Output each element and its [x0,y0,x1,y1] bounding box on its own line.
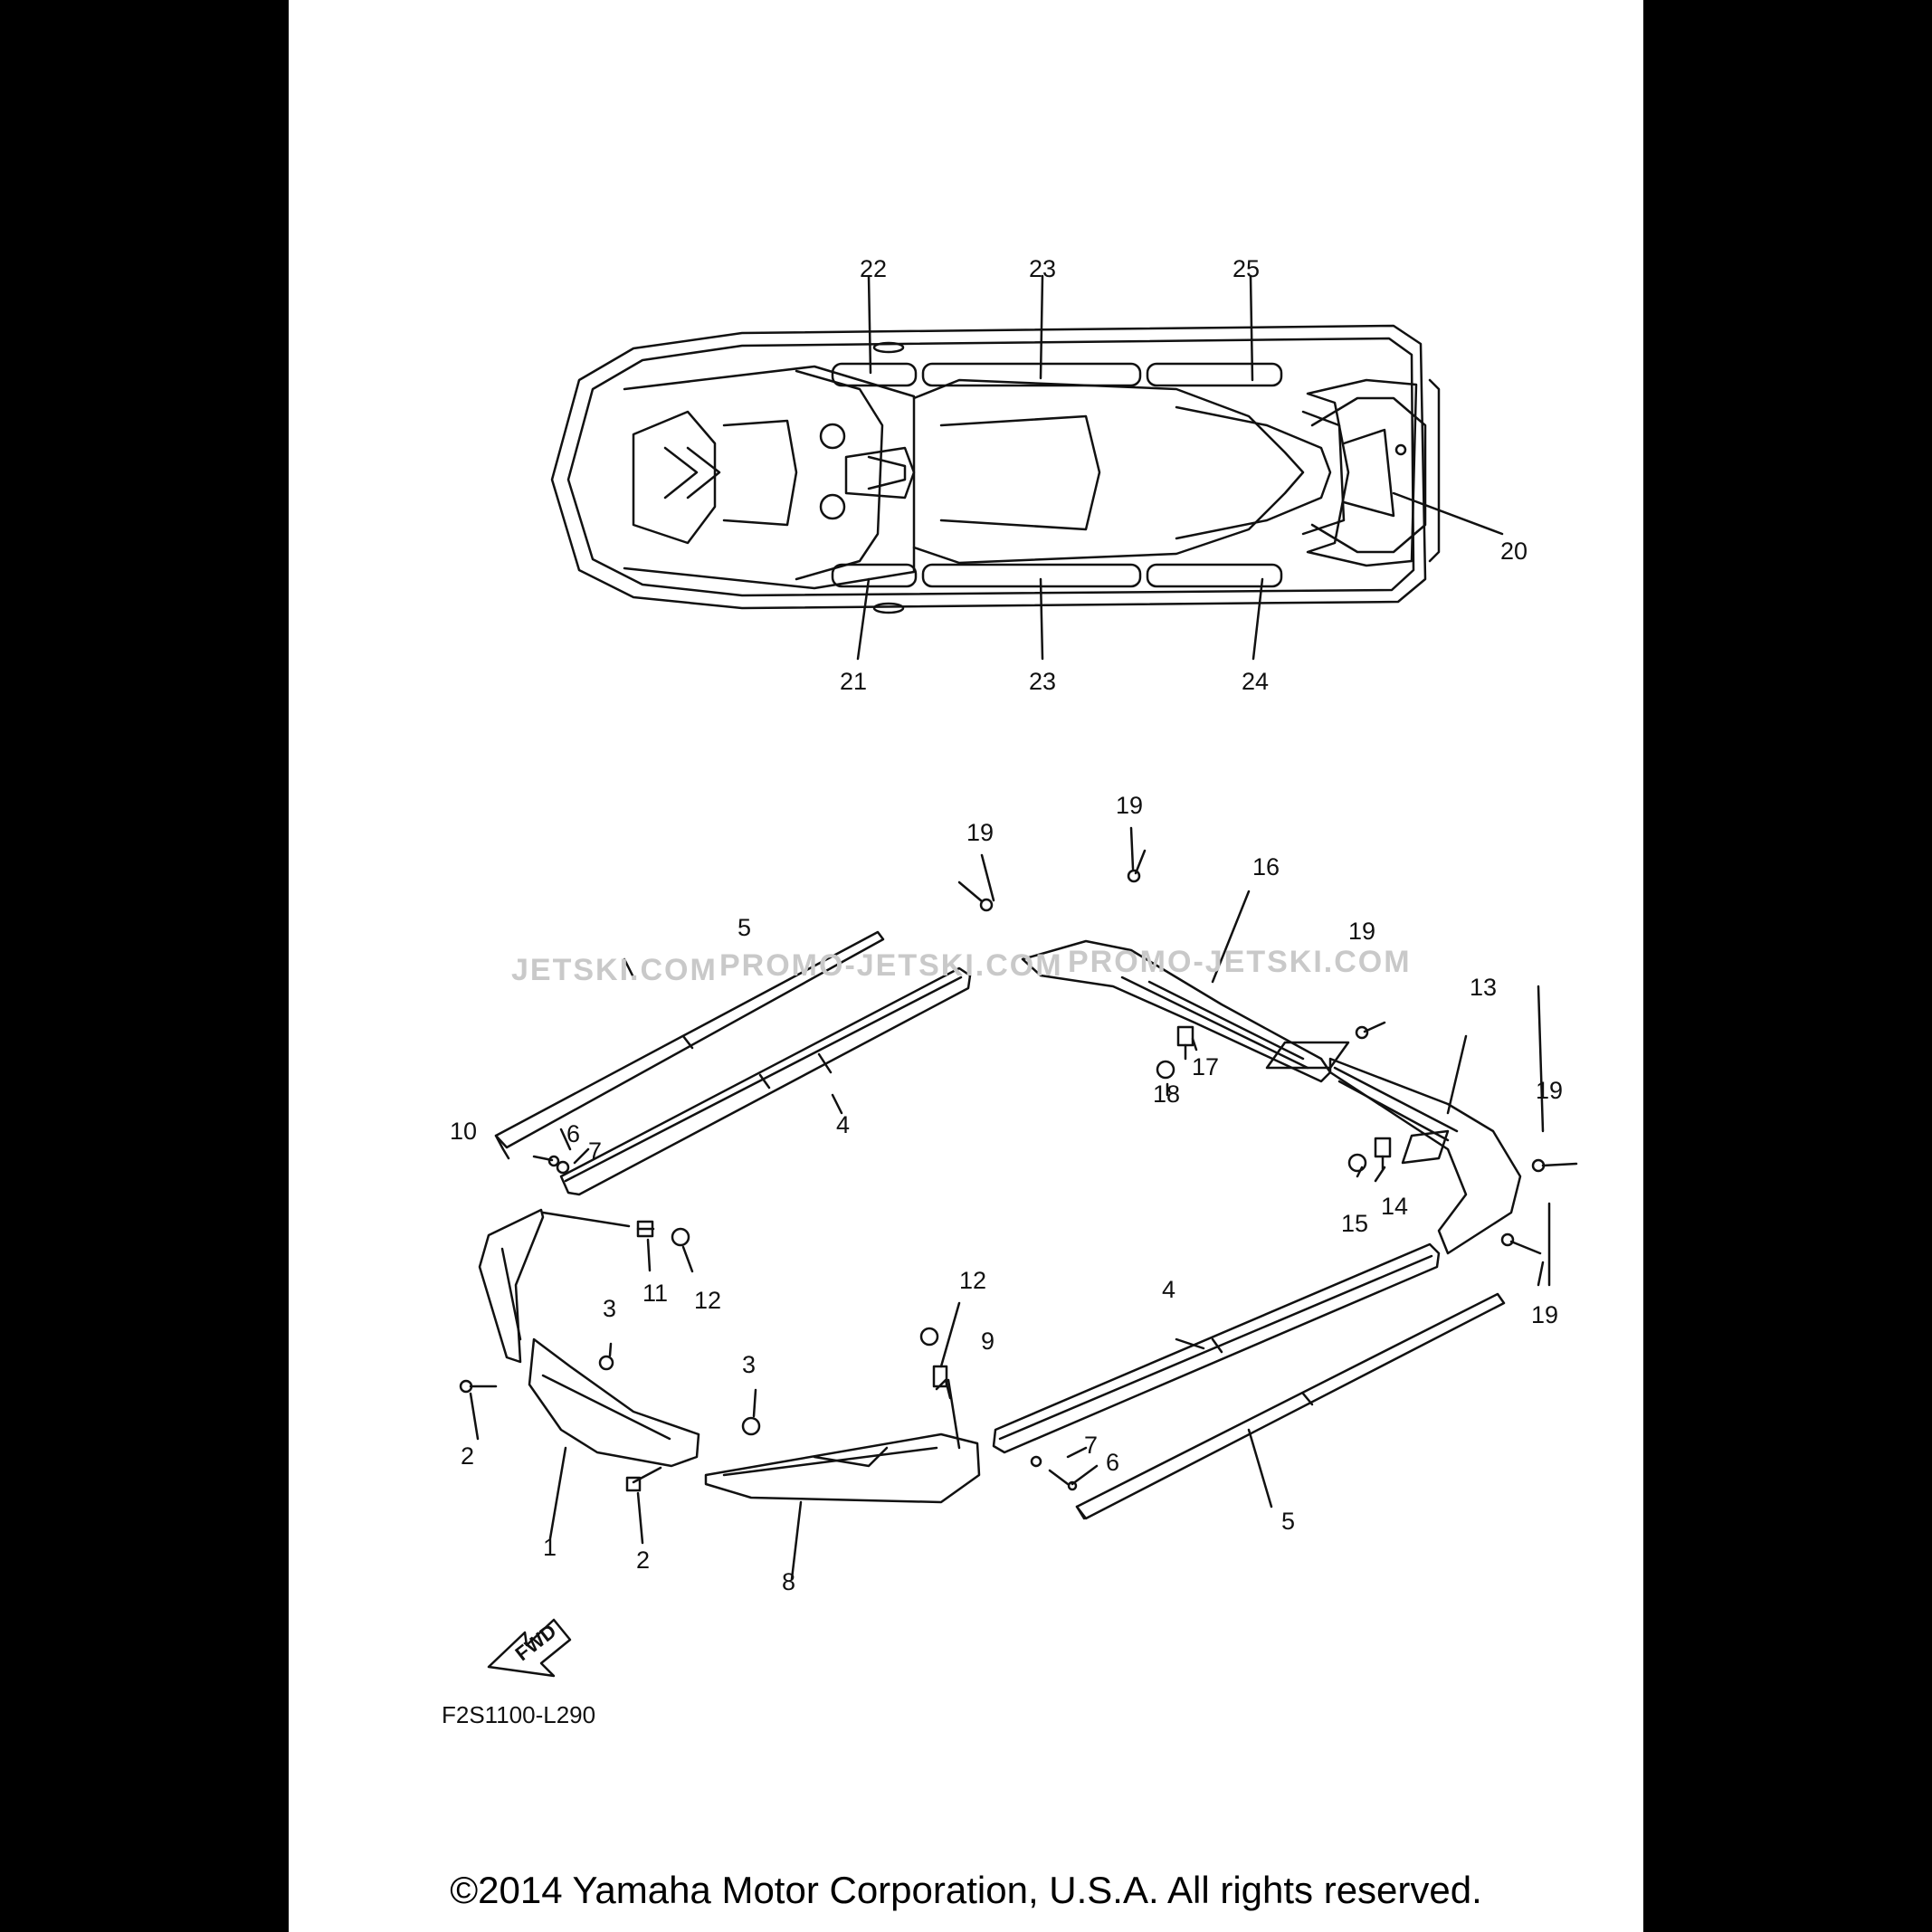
callout-17: 17 [1192,1053,1220,1080]
callout-23-bottom: 23 [1029,668,1057,695]
callout-19-e: 19 [1531,1301,1559,1328]
callout-4-upper: 4 [836,1111,851,1138]
callout-12-left: 12 [694,1287,722,1314]
callout-2-left: 2 [461,1442,475,1470]
part-1 [529,1339,699,1466]
callout-21: 21 [840,668,868,695]
callout-3-right: 3 [742,1351,757,1378]
callout-19-d: 19 [1536,1077,1564,1104]
callout-5-upper: 5 [738,914,752,941]
callout-13: 13 [1470,974,1498,1001]
callout-7-upper: 7 [588,1137,603,1165]
diagram-code: F2S1100-L290 [442,1701,596,1728]
watercraft-top-view [552,276,1502,659]
watermark-right: PROMO-JETSKI.COM [1068,945,1412,979]
callout-labels [450,255,1563,1595]
callout-8: 8 [782,1568,796,1595]
watermark-center: PROMO-JETSKI.COM [719,948,1063,983]
callout-23-top: 23 [1029,255,1057,282]
callout-12-right: 12 [959,1267,987,1294]
callout-19-a: 19 [966,819,995,846]
callout-19-c: 19 [1348,918,1376,945]
copyright-notice: ©2014 Yamaha Motor Corporation, U.S.A. All rights reserved. [450,1869,1482,1911]
callout-6-lower: 6 [1106,1449,1120,1476]
callout-24: 24 [1242,668,1270,695]
callout-14: 14 [1381,1193,1409,1220]
callout-4-lower: 4 [1162,1276,1176,1303]
callout-6-upper: 6 [566,1120,581,1147]
fwd-label: FWD [510,1619,561,1666]
part-8 [706,1434,979,1502]
callout-25: 25 [1232,255,1261,282]
callout-5-lower: 5 [1281,1508,1296,1535]
callout-18: 18 [1153,1080,1181,1108]
callout-20: 20 [1500,538,1528,565]
callout-11: 11 [642,1280,669,1307]
callout-10: 10 [450,1118,478,1145]
callout-19-b: 19 [1116,792,1144,819]
part-5-lower [1077,1294,1504,1518]
callout-22: 22 [860,255,888,282]
watermark-left: JETSKI.COM [511,953,718,987]
callout-16: 16 [1252,853,1280,880]
mat-25 [1147,364,1281,385]
mat-23-bottom [923,565,1140,586]
callout-7-lower: 7 [1084,1432,1099,1459]
callout-15: 15 [1341,1210,1369,1237]
callout-2-right: 2 [636,1547,651,1574]
callout-3-left: 3 [603,1295,617,1322]
callout-9: 9 [981,1328,995,1355]
callout-1: 1 [543,1534,557,1561]
